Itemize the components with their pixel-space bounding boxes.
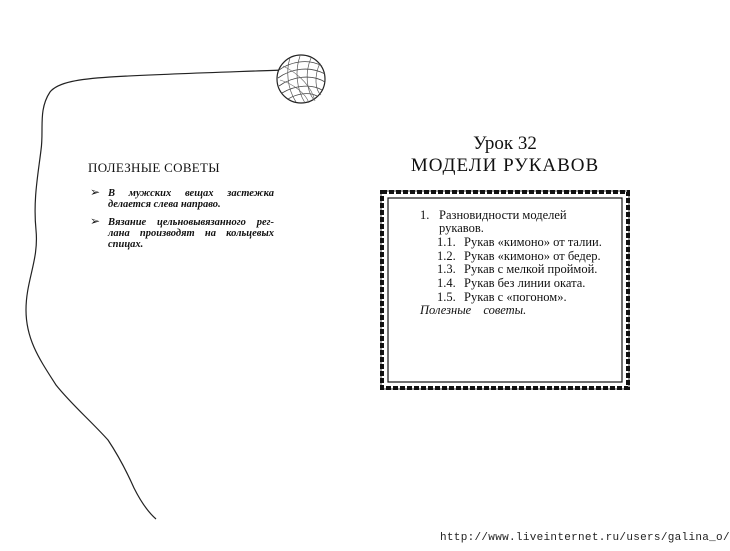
contents-list xyxy=(404,209,614,317)
lesson-header xyxy=(383,133,627,177)
lesson-number: Урок 32 xyxy=(473,133,537,154)
contents-item-text: Рукав «кимоно» от талии. xyxy=(464,234,602,249)
contents-item-number: 1.5. xyxy=(437,289,456,304)
yarn-thread xyxy=(26,70,283,519)
contents-item-number: 1.1. xyxy=(437,234,456,249)
contents-item-number: 1. xyxy=(420,208,430,222)
contents-item xyxy=(404,236,614,249)
contents-item-number: 1.4. xyxy=(437,276,456,291)
contents-item xyxy=(404,209,614,235)
useful-tips-entry: Полезные советы. xyxy=(420,302,527,317)
contents-item xyxy=(404,291,614,304)
tips-title: ПОЛЕЗНЫЕ СОВЕТЫ xyxy=(88,160,220,175)
contents-item-number: 1.3. xyxy=(437,262,456,277)
contents-item-text: Разновидности моделей рукавов. xyxy=(439,208,567,236)
contents-item-text: Рукав с «погоном». xyxy=(464,289,567,304)
arrow-bullet-icon: ➢ xyxy=(90,185,101,199)
contents-item xyxy=(404,263,614,276)
contents-item xyxy=(404,277,614,290)
tips-section xyxy=(88,160,274,257)
yarn-ball xyxy=(277,55,325,103)
contents-item-number: 1.2. xyxy=(437,248,456,263)
arrow-bullet-icon: ➢ xyxy=(90,214,101,228)
contents-item-text: Рукав «кимоно» от бедер. xyxy=(464,248,601,263)
source-url: http://www.liveinternet.ru/users/galina_o/ xyxy=(440,532,730,544)
contents-item xyxy=(404,250,614,263)
lesson-title: МОДЕЛИ РУКАВОВ xyxy=(410,155,600,176)
tip-item xyxy=(88,214,274,250)
tip-item xyxy=(88,185,274,210)
tip-text: Вязание цельновывязанного рег-лана производят на кольцевых спицах. xyxy=(108,217,274,250)
contents-item-text: Рукав без линии оката. xyxy=(464,276,586,291)
tip-text: В мужских вещах застежка делается слева направо. xyxy=(108,188,274,210)
contents-item-text: Рукав с мелкой проймой. xyxy=(464,262,598,277)
